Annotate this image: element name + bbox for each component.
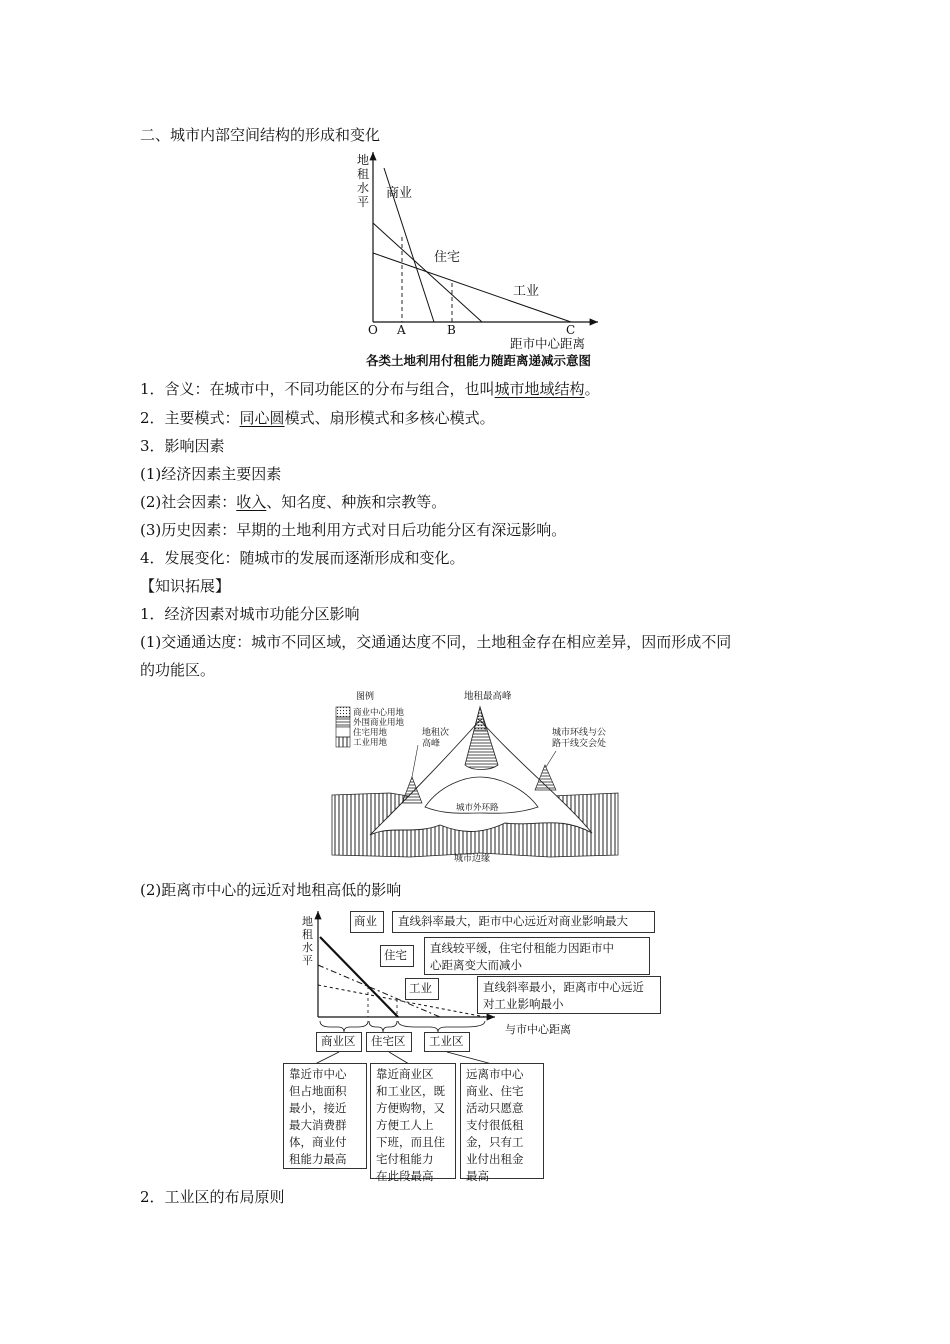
tick-b: B bbox=[447, 323, 456, 337]
tick-o: O bbox=[368, 323, 378, 337]
tick-a: A bbox=[397, 323, 406, 337]
note-residence: 直线较平缓，住宅付租能力因距市中 心距离变大而减小 bbox=[424, 937, 650, 975]
ring-road-label: 城市外环路 bbox=[456, 803, 499, 813]
legend-commercial-center: 商业中心用地 bbox=[353, 708, 405, 718]
x-axis-label: 距市中心距离 bbox=[510, 336, 586, 351]
figure-caption: 各类土地利用付租能力随距离递减示意图 bbox=[366, 353, 592, 368]
y-label-2: 租 bbox=[357, 167, 370, 181]
zone-residence: 住宅区 bbox=[366, 1032, 412, 1052]
legend-residential: 住宅用地 bbox=[353, 728, 388, 738]
y-label-1: 地 bbox=[302, 915, 313, 928]
zone-industry: 工业区 bbox=[424, 1032, 470, 1052]
legend-outer-commercial: 外围商业用地 bbox=[353, 718, 405, 728]
tag-industry: 工业 bbox=[405, 978, 439, 1000]
ext-item-2: 2．工业区的布局原则 bbox=[140, 1188, 285, 1206]
y-label-4: 平 bbox=[357, 195, 370, 209]
item-3a: (1)经济因素主要因素 bbox=[140, 465, 282, 483]
y-label-4: 平 bbox=[302, 954, 313, 967]
note-commerce: 直线斜率最大，距市中心远近对商业影响最大 bbox=[392, 911, 655, 933]
y-label-2: 租 bbox=[302, 928, 313, 941]
section-heading: 二、城市内部空间结构的形成和变化 bbox=[140, 126, 381, 144]
junction-label-1: 城市环线与公 bbox=[552, 728, 607, 738]
ext-item-1a-line1: (1)交通通达度：城市不同区域，交通通达度不同，土地租金存在相应差异，因而形成不同 bbox=[140, 633, 732, 651]
zone-note-commerce: 靠近市中心 但占地面积 最小，接近 最大消费群 体，商业付 租能力最高 bbox=[283, 1063, 367, 1169]
x-axis-label: 与市中心距离 bbox=[505, 1023, 571, 1036]
series-residence: 住宅 bbox=[434, 250, 461, 265]
industry-line bbox=[373, 253, 571, 322]
zone-note-industry: 远离市中心 商业、住宅 活动只愿意 支付很低租 金，只有工 业付出租金 最高 bbox=[460, 1063, 544, 1179]
peak-label: 地租最高峰 bbox=[464, 691, 512, 702]
y-label-3: 水 bbox=[302, 941, 313, 954]
ext-item-1a-line2: 的功能区。 bbox=[140, 661, 216, 679]
legend-industrial: 工业用地 bbox=[353, 738, 388, 748]
city-edge-label: 城市边缘 bbox=[454, 854, 491, 864]
item-4: 4．发展变化：随城市的发展而逐渐形成和变化。 bbox=[140, 549, 465, 567]
y-label-3: 水 bbox=[357, 181, 370, 195]
series-commerce: 商业 bbox=[386, 186, 413, 201]
item-3b: (2)社会因素：收入、知名度、种族和宗教等。 bbox=[140, 493, 447, 511]
item-3c: (3)历史因素：早期的土地利用方式对日后功能分区有深远影响。 bbox=[140, 521, 567, 539]
note-industry: 直线斜率最小，距离市中心远近 对工业影响最小 bbox=[477, 976, 661, 1014]
item-3: 3．影响因素 bbox=[140, 437, 225, 455]
item-2: 2．主要模式：同心圆模式、扇形模式和多核心模式。 bbox=[140, 409, 495, 427]
tag-commerce: 商业 bbox=[350, 911, 384, 933]
tick-c: C bbox=[566, 323, 576, 337]
ext-item-1b: (2)距离市中心的远近对地租高低的影响 bbox=[140, 881, 402, 899]
tag-residence: 住宅 bbox=[380, 945, 414, 967]
y-label-1: 地 bbox=[357, 153, 370, 167]
legend-title: 图例 bbox=[356, 692, 375, 702]
second-peak-label-1: 地租次 bbox=[422, 728, 450, 738]
zone-note-residence: 靠近商业区 和工业区，既 方便购物，又 方便工人上 下班，而且住 宅付租能力 在此段最高 bbox=[370, 1063, 456, 1179]
second-peak-label-2: 高峰 bbox=[422, 739, 441, 749]
ext-item-1: 1．经济因素对城市功能分区影响 bbox=[140, 605, 360, 623]
rent-landscape-figure bbox=[330, 685, 620, 867]
item-1: 1．含义：在城市中，不同功能区的分布与组合，也叫城市地域结构。 bbox=[140, 380, 600, 398]
junction-label-2: 路干线交会处 bbox=[552, 739, 607, 749]
zone-commerce: 商业区 bbox=[316, 1032, 362, 1052]
industry-line bbox=[318, 985, 485, 1017]
bid-rent-chart bbox=[350, 150, 630, 372]
series-industry: 工业 bbox=[513, 284, 540, 299]
extension-heading: 【知识拓展】 bbox=[140, 577, 231, 595]
